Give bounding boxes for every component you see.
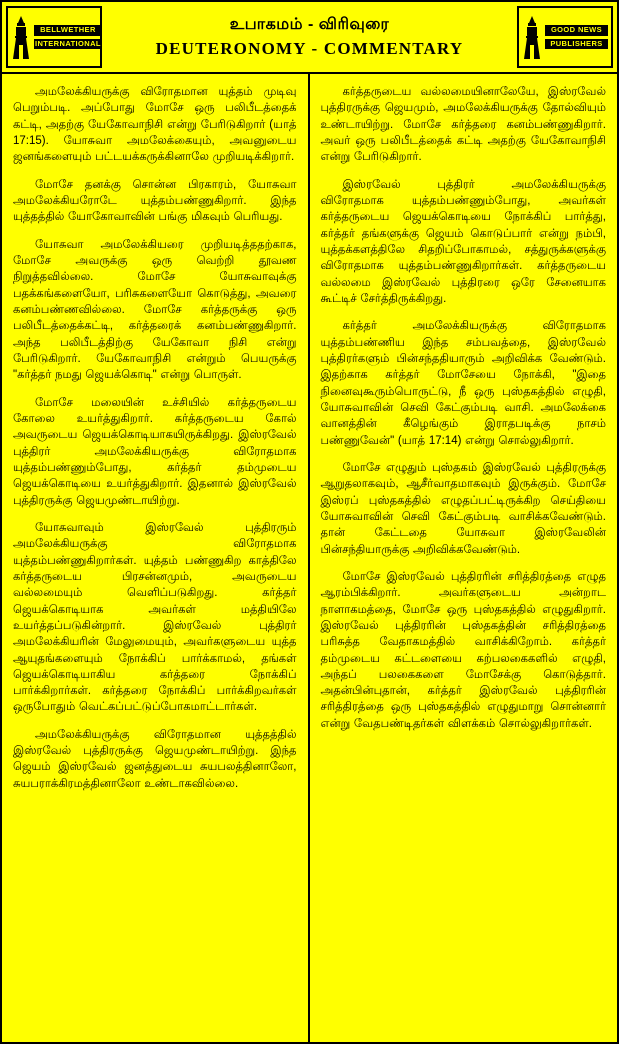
- page-header: [2, 2, 617, 74]
- publisher-logo-left-text: [34, 25, 102, 49]
- publisher-logo-right-line1: GOOD NEWS: [545, 25, 608, 35]
- publisher-logo-left-line1: BELLWETHER: [34, 25, 102, 35]
- paragraph: அமலேக்கியருக்கு விரோதமான யுத்தம் முடிவு பெறும்படி. அப்போது மோசே ஒரு பலிபீடத்தைக் கட்டி, அதற்கு யேகோவாநிசி என்று பேரிடுகிறார் (யாத் 17:15). யோசுவா அமலேக்கையும், அவனுடைய ஜனங்களையும் பட்டயக்கருக்கினாலே முறியடிக்கிறார்.: [13, 86, 297, 164]
- paragraph: யோசுவா அமலேக்கியரை முறியடித்ததற்காக, மோசே அவருக்கு ஒரு வெற்றி தூவண நிறுத்தவில்லை. மோசே யோசுவாவுக்கு பதக்கங்களையோ, பரிசுகளையோ கொடுத்து, அவரை கனம்பண்ணவில்லை. மோசே கர்த்தருக்கு ஒரு பலிபீடத்தைக்கட்டி, கர்த்தரைக் கனம்பண்ணுகிறார். அந்த பலிபீடத்திற்கு யேகோவா நிசி என்று பேரிடுகிறார். யேகோவாநிசி என்றும் பெயருக்கு "கர்த்தர் நமது ஜெயக்கொடி" என்று பொருள்.: [13, 238, 297, 382]
- paragraph: மோசே மலையின் உச்சியில் கர்த்தருடைய கோலை உயர்த்துகிறார். கர்த்தருடைய கோல் அவருடைய ஜெயக்கொடியாகயிருக்கிறது. இஸ்ரவேல் புத்திரர் அமலேக்கியருக்கு விரோதமாக யுத்தம்பண்ணும்போது, கர்த்தர் தம்முடைய ஜெயக்கொடியை உயர்த்துகிறார். இதனால் இஸ்ரவேல் புத்திரருக்கு ஜெயமுண்டாயிற்று.: [13, 396, 297, 507]
- paragraph: அமலேக்கியருக்கு விரோதமான யுத்தத்தில் இஸ்ரவேல் புத்திரருக்கு ஜெயமுண்டாயிற்று. இந்த ஜெயம் இஸ்ரவேல் ஜனத்துடைய சுயபலத்தினாலோ, சுயபராக்கிரமத்தினாலோ உண்டாகவில்லை.: [13, 728, 297, 790]
- bell-tower-icon: [522, 15, 542, 59]
- paragraph: மோசே இஸ்ரவேல் புத்திரரின் சரித்திரத்தை எழுத ஆரம்பிக்கிறார். அவர்களுடைய அன்றாட நாளாகமத்தை, மோசே ஒரு புஸ்தகத்தில் எழுதுகிறார். இஸ்ரவேல் புத்திரரின் புஸ்தகத்தின் சரித்திரத்தை பரிசுத்த வேதாகமத்தில் வாசிக்கிறோம். கர்த்தர் தம்முடைய கட்டளையை கற்பலகைகளில் எழுதி, அந்தப் பலகைகளை மோசேக்கு கொடுத்தார். அதன்பின்புதான், கர்த்தர் இஸ்ரவேல் புத்திரரின் சரித்திரத்தை ஒரு புஸ்தகத்தில் எழுதுமாறு சொன்னார் என்று வேதபண்டிதர்கள் விளக்கம் சொல்லுகிறார்கள்.: [320, 570, 606, 730]
- paragraph: கர்த்தருடைய வல்லமையினாலேயே, இஸ்ரவேல் புத்திரருக்கு ஜெயமும், அமலேக்கியருக்கு தோல்வியும் உண்டாயிற்று. மோசே கர்த்தரை கனம்பண்ணுகிறார். அவர் ஒரு பலிபீடத்தைக் கட்டி அதற்கு யேகோவாநிசி என்று பேரிடுகிறார்.: [320, 86, 606, 164]
- column-right: [310, 74, 618, 1042]
- publisher-logo-right-text: [545, 25, 608, 49]
- publisher-logo-left-line2: INTERNATIONAL: [35, 38, 101, 48]
- publisher-logo-right: [517, 6, 613, 68]
- paragraph: இஸ்ரவேல் புத்திரர் அமலேக்கியருக்கு விரோதமாக யுத்தம்பண்ணும்போது, அவர்கள் கர்த்தருடைய ஜெயக்கொடியை நோக்கிப் பார்த்து, கர்த்தர் தங்களுக்கு ஜெயம் கொடுப்பார் என்று நம்பி, யுத்தக்களத்திலே சிதறிப்போகாமல், சத்துருக்களுக்கு விரோதமாக யுத்தம்பண்ணுகிறார்கள். கர்த்தருடைய வல்லமை இஸ்ரவேல் புத்திரரை ஒரே சேனையாக கூட்டிச் சேர்த்திருக்கிறது.: [320, 178, 606, 305]
- bell-tower-icon: [11, 15, 31, 59]
- title-english: DEUTERONOMY - COMMENTARY: [155, 39, 464, 58]
- paragraph: மோசே தனக்கு சொன்ன பிரகாரம், யோசுவா அமலேக்கியரோடே யுத்தம்பண்ணுகிறார். இந்த யுத்தத்தில் யோகோவாவின் பங்கு மிகவும் பெரியது.: [13, 178, 297, 224]
- publisher-logo-right-line2: PUBLISHERS: [545, 39, 608, 49]
- paragraph: மோசே எழுதும் புஸ்தகம் இஸ்ரவேல் புத்திரருக்கு ஆறுதலாகவும், ஆசீர்வாதமாகவும் இருக்கும். மோசே இஸ்ரப் புஸ்தகத்தில் எழுதப்பட்டிருக்கிற செய்தியை யோசுவாவின் செவி கேட்கும்படி வாசிக்கவேண்டும். தான் கேட்டதை யோசுவா இஸ்ரவேலின் பின்சந்தியாருக்கு அறிவிக்கவேண்டும்.: [320, 461, 606, 556]
- column-left: [2, 74, 310, 1042]
- title-tamil: உபாகமம் - விரிவுரை: [229, 16, 390, 33]
- page-title: [106, 2, 513, 72]
- publisher-logo-left: [6, 6, 102, 68]
- paragraph: யோசுவாவும் இஸ்ரவேல் புத்திரரும் அமலேக்கியருக்கு விரோதமாக யுத்தம்பண்ணுகிறார்கள். யுத்தம் பண்ணுகிற காத்திலே கர்த்தருடைய பிரசன்னமும், அவருடைய வல்லமையும் வெளிப்படுகிறது. கர்த்தர் ஜெயக்கொடியாக அவர்கள் மத்தியிலே உயர்த்தப்படுகின்றார். இஸ்ரவேல் புத்திரர் அமலேக்கியரின் மேலுமையும், அவர்களுடைய யுத்த ஆயுதங்களையும் நோக்கிப் பார்க்காமல், தங்கள் ஜெயக்கொடியாகிய கர்த்தரை நோக்கிப் பார்க்கிறார்கள். கர்த்தரை நோக்கிப் பார்க்கிறவர்கள் ஒருபோதும் வெட்கப்பட்டுப்போகமாட்டார்கள்.: [13, 521, 297, 714]
- body-columns: [2, 74, 617, 1042]
- paragraph: கர்த்தர் அமலேக்கியருக்கு விரோதமாக யுத்தம்பண்ணிய இந்த சம்பவத்தை, இஸ்ரவேல் புத்திரர்களும் பின்சந்ததியாரும் அறிவிக்க வேண்டும். இதற்காக கர்த்தர் மோசேயை நோக்கி, "இதை நினைவுகூரும்பொருட்டு, நீ ஒரு புஸ்தகத்தில் எழுதி, யோசுவாவின் செவி கேட்கும்படி வாசி. அமலேக்கை வானத்தின் கீழெங்கும் இராதபடிக்கு நாசம் பண்ணுவேன்" (யாத் 17:14) என்று சொல்லுகிறார்.: [320, 320, 606, 447]
